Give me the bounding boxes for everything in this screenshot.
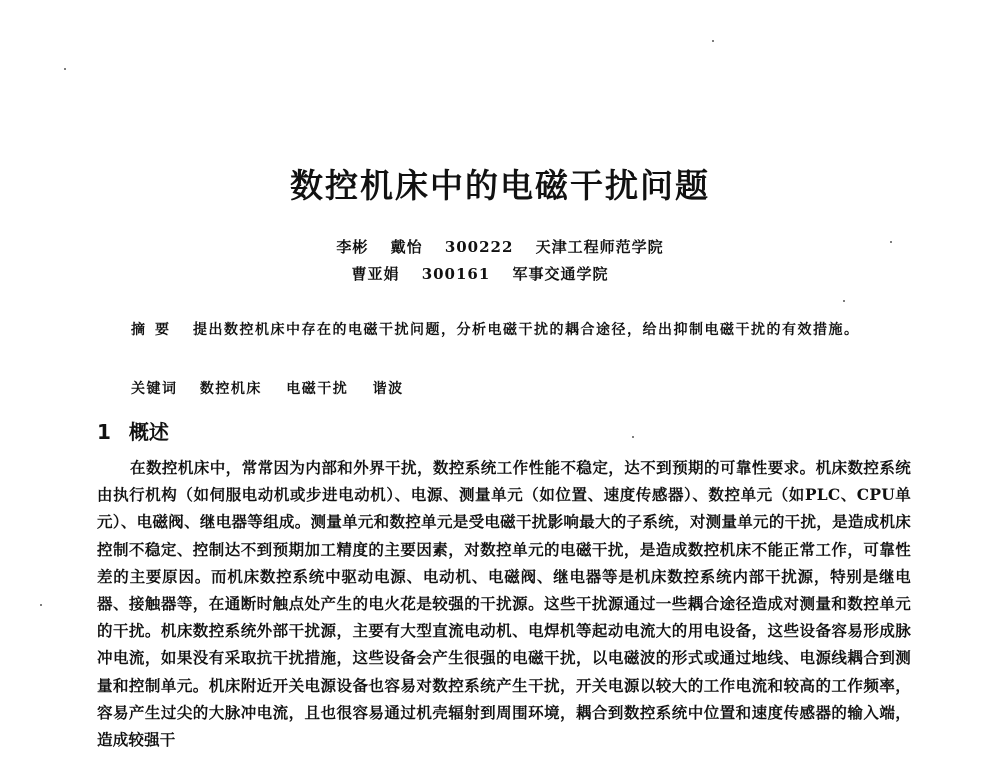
affiliation: 军事交通学院 <box>512 265 609 283</box>
scan-speck <box>632 436 634 438</box>
scan-speck <box>712 40 714 42</box>
abstract-text: 提出数控机床中存在的电磁干扰问题，分析电磁干扰的耦合途径，给出抑制电磁干扰的有效措施。 <box>193 322 860 338</box>
keyword: 电磁干扰 <box>286 381 349 397</box>
section-number: 1 <box>97 420 111 444</box>
keyword: 数控机床 <box>199 381 262 397</box>
author-name: 戴怡 <box>390 238 423 256</box>
author-name: 李彬 <box>336 238 369 256</box>
postal-code: 300222 <box>444 238 514 256</box>
keywords-label: 关键词 <box>131 381 178 397</box>
keywords <box>131 378 422 398</box>
abstract <box>97 318 917 343</box>
author-line-2 <box>0 263 980 284</box>
affiliation: 天津工程师范学院 <box>535 238 664 256</box>
body-paragraph: 在数控机床中，常常因为内部和外界干扰，数控系统工作性能不稳定，达不到预期的可靠性要求。机床数控系统由执行机构（如伺服电动机或步进电动机）、电源、测量单元（如位置、速度传感器）、数控单元（如PLC、CPU单元）、电磁阀、继电器等组成。测量单元和数控单元是受电磁干扰影响最大的子系统，对测量单元的干扰，是造成机床控制不稳定、控制达不到预期加工精度的主要因素，对数控单元的电磁干扰，是造成数控机床不能正常工作，可靠性差的主要原因。而机床数控系统中驱动电源、电动机、电磁阀、继电器等是机床数控系统内部干扰源，特别是继电器、接触器等，在通断时触点处产生的电火花是较强的干扰源。这些干扰源通过一些耦合途径造成对测量和数控单元的干扰。机床数控系统外部干扰源，主要有大型直流电动机、电焊机等起动电流大的用电设备，这些设备容易形成脉冲电流，如果没有采取抗干扰措施，这些设备会产生很强的电磁干扰，以电磁波的形式或通过地线、电源线耦合到测量和控制单元。机床附近开关电源设备也容易对数控系统产生干扰，开关电源以较大的工作电流和较高的工作频率，容易产生过尖的大脉冲电流，且也很容易通过机壳辐射到周围环境，耦合到数控系统中位置和速度传感器的输入端，造成较强干 <box>97 458 911 750</box>
scan-speck <box>64 68 66 70</box>
author-name: 曹亚娟 <box>351 265 400 283</box>
paper-title: 数控机床中的电磁干扰问题 <box>290 166 710 205</box>
scan-speck <box>40 604 42 606</box>
scan-speck <box>843 300 845 302</box>
author-line-1 <box>0 236 1000 257</box>
section-heading <box>97 416 169 445</box>
section-title: 概述 <box>128 420 169 444</box>
postal-code: 300161 <box>421 265 491 283</box>
keyword: 谐波 <box>372 381 404 397</box>
abstract-label: 摘要 <box>131 322 179 338</box>
